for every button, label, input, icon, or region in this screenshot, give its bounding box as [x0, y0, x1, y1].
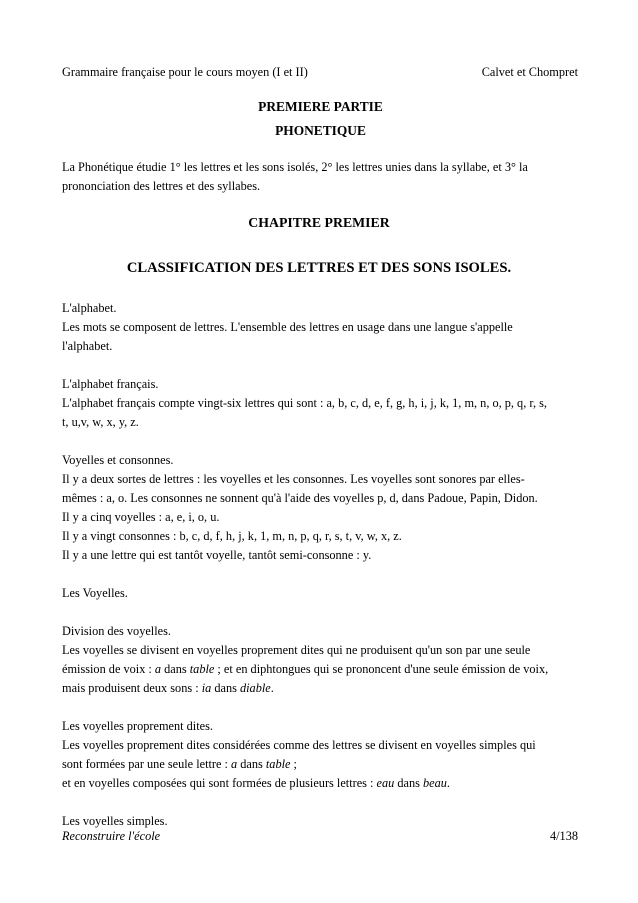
italic-word: table [265, 757, 291, 771]
italic-word: beau [423, 776, 447, 790]
text-line: Il y a cinq voyelles : a, e, i, o, u. [62, 510, 220, 524]
text-run: dans [161, 662, 190, 676]
blank-line [62, 698, 582, 717]
classification-title: CLASSIFICATION DES LETTRES ET DES SONS ISOLES. [126, 260, 512, 276]
text-line: Les mots se composent de lettres. L'ensemble des lettres en usage dans une langue s'appelle [62, 320, 513, 334]
text-run: et en voyelles composées qui sont formées de plusieurs lettres : [62, 776, 377, 790]
text-line: L'alphabet français compte vingt-six lettres qui sont : a, b, c, d, e, f, g, h, i, j, k, 1, m, n, o, p, q, r, s, [62, 396, 547, 410]
italic-word: a [154, 662, 162, 676]
text-line [62, 755, 582, 774]
subheading-division: Division des voyelles. [62, 624, 171, 638]
text-line [62, 679, 582, 698]
subheading-voyelles-simples: Les voyelles simples. [62, 814, 168, 828]
subheading-proprement: Les voyelles proprement dites. [62, 719, 213, 733]
running-header-title: Grammaire française pour le cours moyen (I et II) [62, 65, 308, 79]
blank-line [62, 432, 582, 451]
blank-line [62, 356, 582, 375]
text-line [62, 660, 582, 679]
italic-word: diable [239, 681, 271, 695]
body-text [62, 299, 582, 831]
part-title: PREMIERE PARTIE [258, 99, 383, 114]
text-run: ; [290, 757, 297, 771]
text-line: Les voyelles se divisent en voyelles proprement dites qui ne produisent qu'un son par une seule [62, 643, 531, 657]
text-run: émission de voix : [62, 662, 155, 676]
text-line: prononciation des lettres et des syllabes. [62, 179, 261, 193]
blank-line [62, 565, 582, 584]
text-run: dans [394, 776, 423, 790]
running-header-authors: Calvet et Chompret [481, 65, 578, 79]
subheading-voyelles-consonnes: Voyelles et consonnes. [62, 453, 174, 467]
italic-word: ia [201, 681, 212, 695]
text-line: mêmes : a, o. Les consonnes ne sonnent qu'à l'aide des voyelles p, d, dans Padoue, Papin, Didon. [62, 491, 538, 505]
text-line [62, 774, 582, 793]
footer-source: Reconstruire l'école [62, 829, 161, 843]
page-number: 4/138 [549, 829, 578, 843]
italic-word: eau [376, 776, 395, 790]
text-run: . [446, 776, 450, 790]
text-run: ; et en diphtongues qui se prononcent d'une seule émission de voix, [214, 662, 549, 676]
text-run: dans [237, 757, 266, 771]
text-line: Il y a vingt consonnes : b, c, d, f, h, j, k, 1, m, n, p, q, r, s, t, v, w, x, z. [62, 529, 402, 543]
subheading-alphabet: L'alphabet. [62, 301, 117, 315]
text-line: t, u,v, w, x, y, z. [62, 415, 139, 429]
blank-line [62, 793, 582, 812]
text-run: . [270, 681, 274, 695]
text-line: La Phonétique étudie 1° les lettres et les sons isolés, 2° les lettres unies dans la syllabe, et 3° la [62, 160, 528, 174]
text-run: dans [211, 681, 240, 695]
text-run: sont formées par une seule lettre : [62, 757, 232, 771]
chapter-title: CHAPITRE PREMIER [248, 215, 390, 230]
subheading-alphabet-francais: L'alphabet français. [62, 377, 159, 391]
text-line: Il y a une lettre qui est tantôt voyelle, tantôt semi-consonne : y. [62, 548, 372, 562]
text-line: l'alphabet. [62, 339, 113, 353]
subheading-les-voyelles: Les Voyelles. [62, 586, 128, 600]
intro-paragraph [62, 158, 582, 196]
text-line: Les voyelles proprement dites considérées comme des lettres se divisent en voyelles simples qui [62, 738, 536, 752]
italic-word: a [231, 757, 238, 771]
italic-word: table [189, 662, 215, 676]
blank-line [62, 603, 582, 622]
text-run: mais produisent deux sons : [62, 681, 202, 695]
section-title-phonetique: PHONETIQUE [275, 123, 366, 138]
text-line: Il y a deux sortes de lettres : les voyelles et les consonnes. Les voyelles sont sonores par elles- [62, 472, 525, 486]
